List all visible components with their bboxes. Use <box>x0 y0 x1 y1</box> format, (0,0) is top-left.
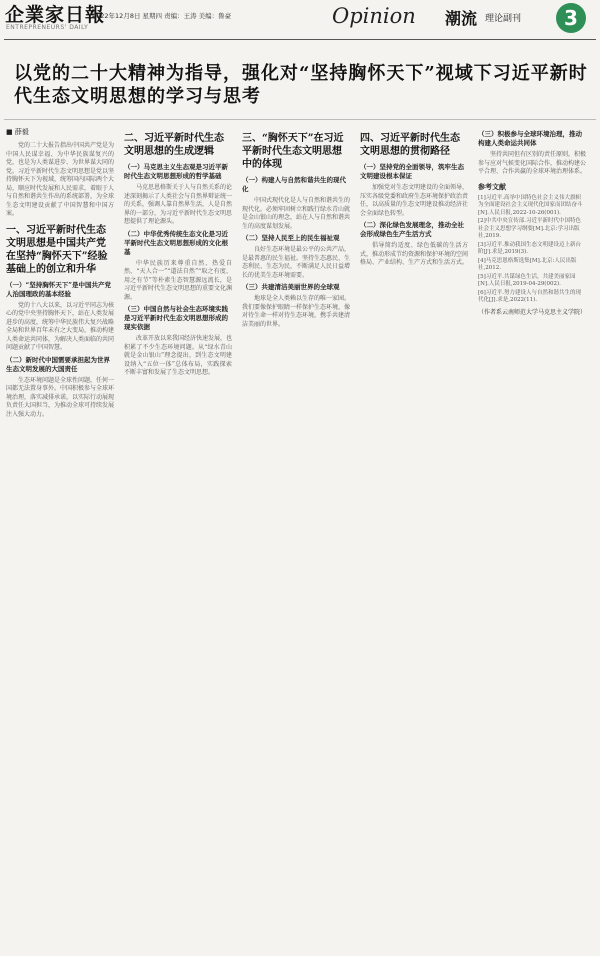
section-name-en: Opinion <box>332 4 416 28</box>
references-heading: 参考文献 <box>478 181 506 191</box>
column-4 <box>360 127 468 945</box>
section-2-paragraph-1: 马克思恩格斯关于人与自然关系的论述深刻揭示了人类社会与自然界辩证统一的关系，强调人靠自然界生活，人是自然界的一部分，为习近平新时代生态文明思想提供了理论源头。 <box>124 184 232 225</box>
section-2-heading: 二、习近平新时代生态文明思想的生成逻辑 <box>124 133 224 157</box>
column-3 <box>242 127 350 945</box>
column-5 <box>478 127 586 945</box>
masthead <box>0 0 600 40</box>
author-byline: ■ 薛毅 <box>6 128 29 136</box>
author-affiliation: （作者系云南师范大学马克思主义学院） <box>478 308 586 316</box>
section-name-cn: 潮流 <box>445 9 478 28</box>
reference-item: [5]习近平.共谋绿色生活，共建美丽家园[N].人民日报,2019-04-29(002). <box>478 273 576 287</box>
reference-item: [6]习近平.努力建设人与自然和谐共生的现代化[J].求是,2022(11). <box>478 289 582 303</box>
reference-item: [3]习近平.推动我国生态文明建设迈上新台阶[J].求是,2019(3). <box>478 241 582 255</box>
section-1-heading: 一、习近平新时代生态文明思想是中国共产党在坚持“胸怀天下”经验基础上的创立和升华 <box>6 224 108 275</box>
section-subtitle: 理论副刊 <box>485 14 522 24</box>
section-4-paragraph-1: 加强党对生态文明建设的全面领导，压实各级党委和政府生态环境保护政治责任，以高质量的生态文明建设推动经济社会全面绿色转型。 <box>360 184 468 217</box>
section-2-paragraph-2: 中华民族历来尊重自然、热爱自然，“天人合一”“道法自然”“取之有度、用之有节”等朴素生态智慧源远流长，是习近平新时代生态文明思想的重要文化渊源。 <box>124 259 232 301</box>
section-3-heading: 三、“胸怀天下”在习近平新时代生态文明思想中的体现 <box>242 133 344 170</box>
section-1-subheading-2: （二）新时代中国需要承担起为世界生态文明发展的大国责任 <box>6 355 110 373</box>
section-2-subheading-2: （二）中华优秀传统生态文化是习近平新时代生态文明思想形成的文化根基 <box>124 229 228 256</box>
article-headline: 以党的二十大精神为指导，强化对“坚持胸怀天下”视域下习近平新时代生态文明思想的学习与思考 <box>14 63 588 107</box>
section-4-heading: 四、习近平新时代生态文明思想的贯彻路径 <box>360 133 460 157</box>
headline-divider <box>4 119 596 120</box>
masthead-divider <box>4 39 596 40</box>
newspaper-logo-en: ENTREPRENEURS' DAILY <box>6 24 89 31</box>
issue-date-line: 2022年12月8日 星期四 责编：王涛 美编：鲁豪 <box>92 12 232 20</box>
section-4-subheading-3: （三）积极参与全球环境治理，推动构建人类命运共同体 <box>478 130 582 147</box>
intro-paragraph: 党的二十大报告指出中国共产党是为中国人民谋幸福、为中华民族谋复兴的党，也是为人类谋进步、为世界谋大同的党。习近平新时代生态文明思想是党以坚持胸怀天下为视域，统筹国内国际两个大局，顺应时代发展和人民需求，着眼于人与自然和谐共生作出的系统部署，为全球生态文明建设贡献了中国智慧和中国方案。 <box>6 142 114 217</box>
section-3-paragraph-2: 良好生态环境是最公平的公共产品，是最普惠的民生福祉。坚持生态惠民、生态利民、生态为民，不断满足人民日益增长的优美生态环境需要。 <box>242 246 350 279</box>
reference-item: [1]习近平.高举中国特色社会主义伟大旗帜 为全面建设社会主义现代化国家而团结奋斗[N].人民日报,2022-10-26(001). <box>478 194 583 216</box>
section-4-paragraph-2: 倡导简约适度、绿色低碳的生活方式，推动形成节约资源和保护环境的空间格局、产业结构、生产方式和生活方式。 <box>360 242 468 266</box>
section-2-paragraph-3: 改革开放以来我国经济快速发展，也积累了不少生态环境问题。从“绿水青山就是金山银山”理念提出，到生态文明建设纳入“五位一体”总体布局，实践探索不断丰富和发展了生态文明思想。 <box>124 335 232 376</box>
section-4-subheading-2: （二）深化绿色发展理念，推动全社会形成绿色生产生活方式 <box>360 221 464 238</box>
section-2-subheading-1: （一）马克思主义生态观是习近平新时代生态文明思想形成的哲学基础 <box>124 163 228 180</box>
section-3-subheading-2: （二）坚持人民至上的民生福祉观 <box>242 234 340 242</box>
section-2-subheading-3: （三）中国自然与社会生态环境实践是习近平新时代生态文明思想形成的现实依据 <box>124 305 228 331</box>
section-3-paragraph-3: 地球是全人类赖以生存的唯一家园。我们要像保护眼睛一样保护生态环境，像对待生命一样对待生态环境，携手共建清洁美丽的世界。 <box>242 295 350 328</box>
section-1-subheading-1: （一）“坚持胸怀天下”是中国共产党人治国理政的基本经验 <box>6 280 111 298</box>
section-4-paragraph-3: 坚持共同但有区别的责任原则，积极参与应对气候变化国际合作，推动构建公平合理、合作共赢的全球环境治理体系。 <box>478 151 586 175</box>
section-4-subheading-1: （一）坚持党的全面领导，筑牢生态文明建设根本保证 <box>360 163 464 180</box>
column-2 <box>124 127 232 945</box>
section-3-paragraph-1: 中国式现代化是人与自然和谐共生的现代化。必须牢固树立和践行绿水青山就是金山银山的理念，站在人与自然和谐共生的高度谋划发展。 <box>242 197 350 230</box>
section-3-subheading-3: （三）共建清洁美丽世界的全球观 <box>242 283 340 291</box>
reference-item: [2]中共中央宣传部.习近平新时代中国特色社会主义思想学习纲要[M].北京:学习出版社,2019. <box>478 218 582 239</box>
section-1-paragraph-1: 党的十八大以来，以习近平同志为核心的党中央坚持胸怀天下，站在人类发展进步的高度，统筹中华民族伟大复兴战略全局和世界百年未有之大变局，推动构建人类命运共同体，为解决人类面临的共同问题贡献了中国智慧。 <box>6 301 114 351</box>
newspaper-logo: 企業家日報 <box>5 4 106 26</box>
page-number-badge: 3 <box>556 3 586 33</box>
reference-item: [4]马克思恩格斯选集[M].北京:人民出版社,2012. <box>478 257 577 271</box>
section-3-subheading-1: （一）构建人与自然和谐共生的现代化 <box>242 176 346 193</box>
section-1-paragraph-2: 生态环境问题是全球性问题，任何一国都无法置身事外。中国积极参与全球环境治理，落实减排承诺，以实际行动展现负责任大国担当，为推动全球可持续发展注入强大动力。 <box>6 376 114 418</box>
column-1 <box>6 127 114 945</box>
